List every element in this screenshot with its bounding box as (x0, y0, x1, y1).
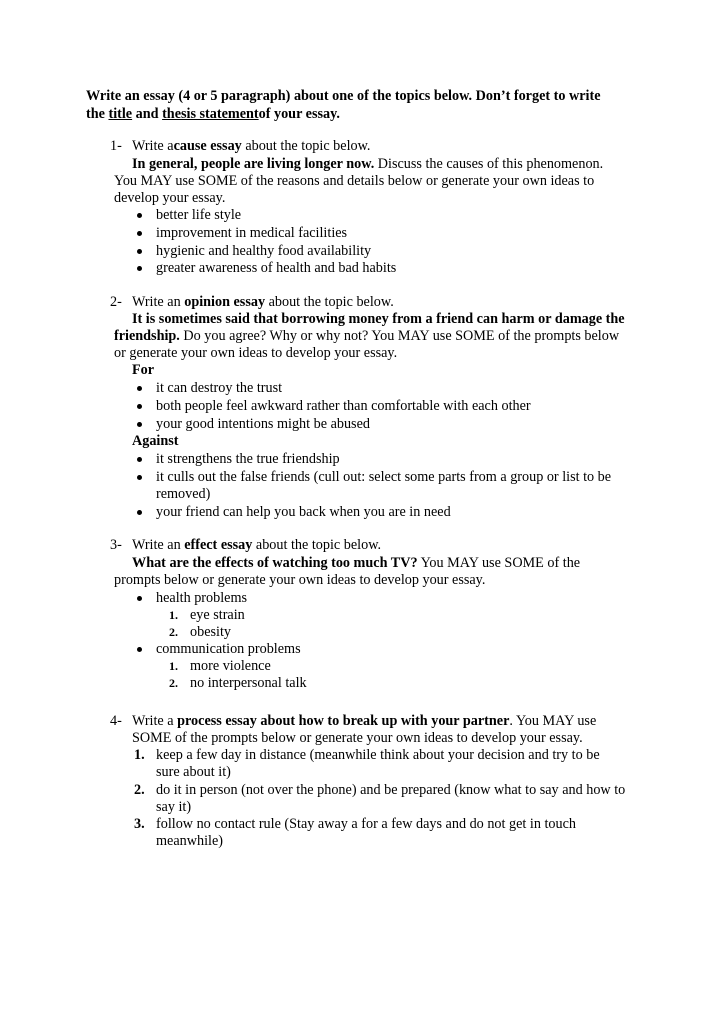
topic4-step-2-cont: say it) (156, 799, 192, 815)
topic1-number: 1- (110, 138, 122, 154)
bullet-icon (137, 510, 142, 515)
topic4-body: SOME of the prompts below or generate your own ideas to develop your essay. (132, 730, 583, 746)
topic3-g1-num-1: 1. (169, 608, 178, 622)
topic1-body-2: develop your essay. (114, 190, 226, 206)
instructions-mid: and (132, 106, 163, 122)
bullet-icon (137, 475, 142, 480)
topic3-prompt: What are the effects of watching too much TV? You MAY use SOME of the (132, 555, 581, 571)
topic1-heading: Write acause essay about the topic below. (132, 138, 371, 154)
topic3-g2-num-1: 1. (169, 659, 178, 673)
instructions-pre: the (86, 106, 109, 122)
topic3-g2-item-1: more violence (190, 658, 271, 674)
bullet-icon (137, 249, 142, 254)
topic1-bullet-2: improvement in medical facilities (156, 225, 348, 241)
for-item-1: it can destroy the trust (156, 380, 283, 396)
bullet-icon (137, 266, 142, 271)
for-label: For (132, 362, 155, 378)
topic1-bullet-1: better life style (156, 207, 242, 223)
bullet-icon (137, 213, 142, 218)
bullet-icon (137, 457, 142, 462)
instructions-text-1: Write an essay (4 or 5 paragraph) about one of the topics below. Don’t forget to write (86, 88, 601, 104)
topic1-prompt: In general, people are living longer now. Discuss the causes of this phenomenon. (132, 156, 604, 172)
topic3-g2-item-2: no interpersonal talk (190, 675, 307, 691)
bullet-icon (137, 386, 142, 391)
topic4-step-2: do it in person (not over the phone) and be prepared (know what to say and how to (156, 782, 626, 798)
topic4-step-3: follow no contact rule (Stay away a for a few days and do not get in touch (156, 816, 576, 832)
bullet-icon (137, 404, 142, 409)
against-item-1: it strengthens the true friendship (156, 451, 340, 467)
topic3-type: effect essay (184, 537, 253, 553)
topic2-heading: Write an opinion essay about the topic below. (132, 294, 394, 310)
topic4-step-3-cont: meanwhile) (156, 833, 223, 849)
topic3-g1-item-2: obesity (190, 624, 231, 640)
topic3-heading: Write an effect essay about the topic below. (132, 537, 382, 553)
topic4-number: 4- (110, 713, 122, 729)
topic4-step-1-num: 1. (134, 747, 145, 763)
thesis-word: thesis statement (162, 106, 259, 122)
bullet-icon (137, 647, 142, 652)
topic2-prompt-1: It is sometimes said that borrowing money from a friend can harm or damage the (132, 311, 625, 327)
against-label: Against (132, 433, 179, 449)
topic2-type: opinion essay (184, 294, 266, 310)
for-item-2: both people feel awkward rather than comfortable with each other (156, 398, 531, 414)
topic4-type: process essay about how to break up with your partner (177, 713, 510, 729)
topic1-body-1: You MAY use SOME of the reasons and details below or generate your own ideas to (114, 173, 595, 189)
topic1-bullet-4: greater awareness of health and bad habits (156, 260, 397, 276)
topic3-g1-num-2: 2. (169, 625, 178, 639)
bullet-icon (137, 231, 142, 236)
against-item-2: it culls out the false friends (cull out: select some parts from a group or list to be (156, 469, 612, 485)
against-item-2-cont: removed) (156, 486, 211, 502)
title-word: title (108, 106, 133, 122)
topic4-step-3-num: 3. (134, 816, 145, 832)
topic3-number: 3- (110, 537, 122, 553)
instructions-line-1 (86, 88, 601, 106)
instructions-line-2 (86, 106, 340, 124)
topic3-group-2: communication problems (156, 641, 301, 657)
topic2-number: 2- (110, 294, 122, 310)
topic3-g2-num-2: 2. (169, 676, 178, 690)
topic4-step-1: keep a few day in distance (meanwhile think about your decision and try to be (156, 747, 600, 763)
topic3-group-1: health problems (156, 590, 248, 606)
topic2-body: or generate your own ideas to develop your essay. (114, 345, 398, 361)
bullet-icon (137, 422, 142, 427)
topic1-type: cause essay (173, 138, 242, 154)
against-item-3: your friend can help you back when you are in need (156, 504, 451, 520)
topic3-body: prompts below or generate your own ideas to develop your essay. (114, 572, 486, 588)
topic3-g1-item-1: eye strain (190, 607, 245, 623)
for-item-3: your good intentions might be abused (156, 416, 370, 432)
instructions-post: of your essay. (258, 106, 340, 122)
topic4-heading: Write a process essay about how to break up with your partner. You MAY use (132, 713, 597, 729)
topic4-step-2-num: 2. (134, 782, 145, 798)
topic1-bullet-3: hygienic and healthy food availability (156, 243, 372, 259)
bullet-icon (137, 596, 142, 601)
topic4-step-1-cont: sure about it) (156, 764, 231, 780)
topic2-prompt-2: friendship. Do you agree? Why or why not? You MAY use SOME of the prompts below (114, 328, 620, 344)
